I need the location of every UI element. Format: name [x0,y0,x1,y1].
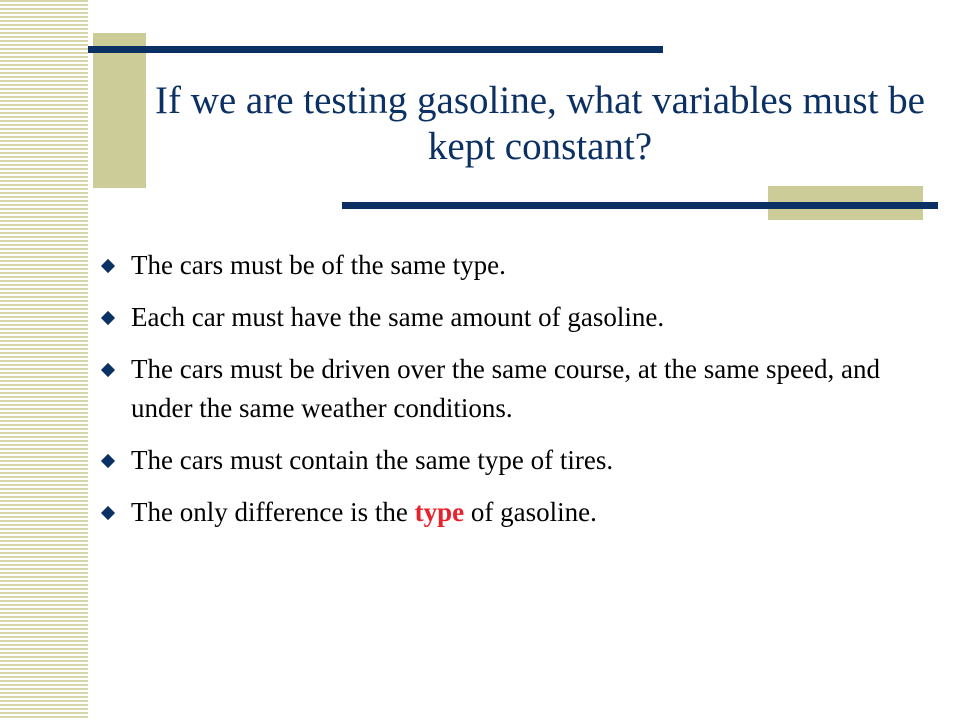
bullet-list [100,246,880,545]
title-rule-bottom [342,202,938,209]
diamond-bullet-icon [101,454,115,468]
bullet-item [100,493,880,532]
bullet-text [131,497,597,527]
bullet-text-suffix: of gasoline. [464,497,597,527]
title-rule-top [88,46,663,53]
bullet-text-prefix: The only difference is the [131,497,415,527]
diamond-bullet-icon [101,259,115,273]
decorative-stripe-bar [0,0,88,720]
diamond-bullet-icon [101,363,115,377]
bullet-text: The cars must be of the same type. [131,250,506,280]
bullet-text: The cars must be driven over the same course, at the same speed, and under the same weather conditions. [131,354,880,423]
diamond-bullet-icon [101,506,115,520]
bullet-item [100,246,880,285]
bullet-text: Each car must have the same amount of gasoline. [131,302,665,332]
accent-block-top [93,33,146,188]
emphasized-word: type [414,497,465,527]
bullet-item [100,298,880,337]
bullet-text: The cars must contain the same type of tires. [131,445,614,475]
slide-title: If we are testing gasoline, what variables must be kept constant? [154,79,925,168]
bullet-item [100,350,880,428]
bullet-item [100,441,880,480]
diamond-bullet-icon [101,311,115,325]
